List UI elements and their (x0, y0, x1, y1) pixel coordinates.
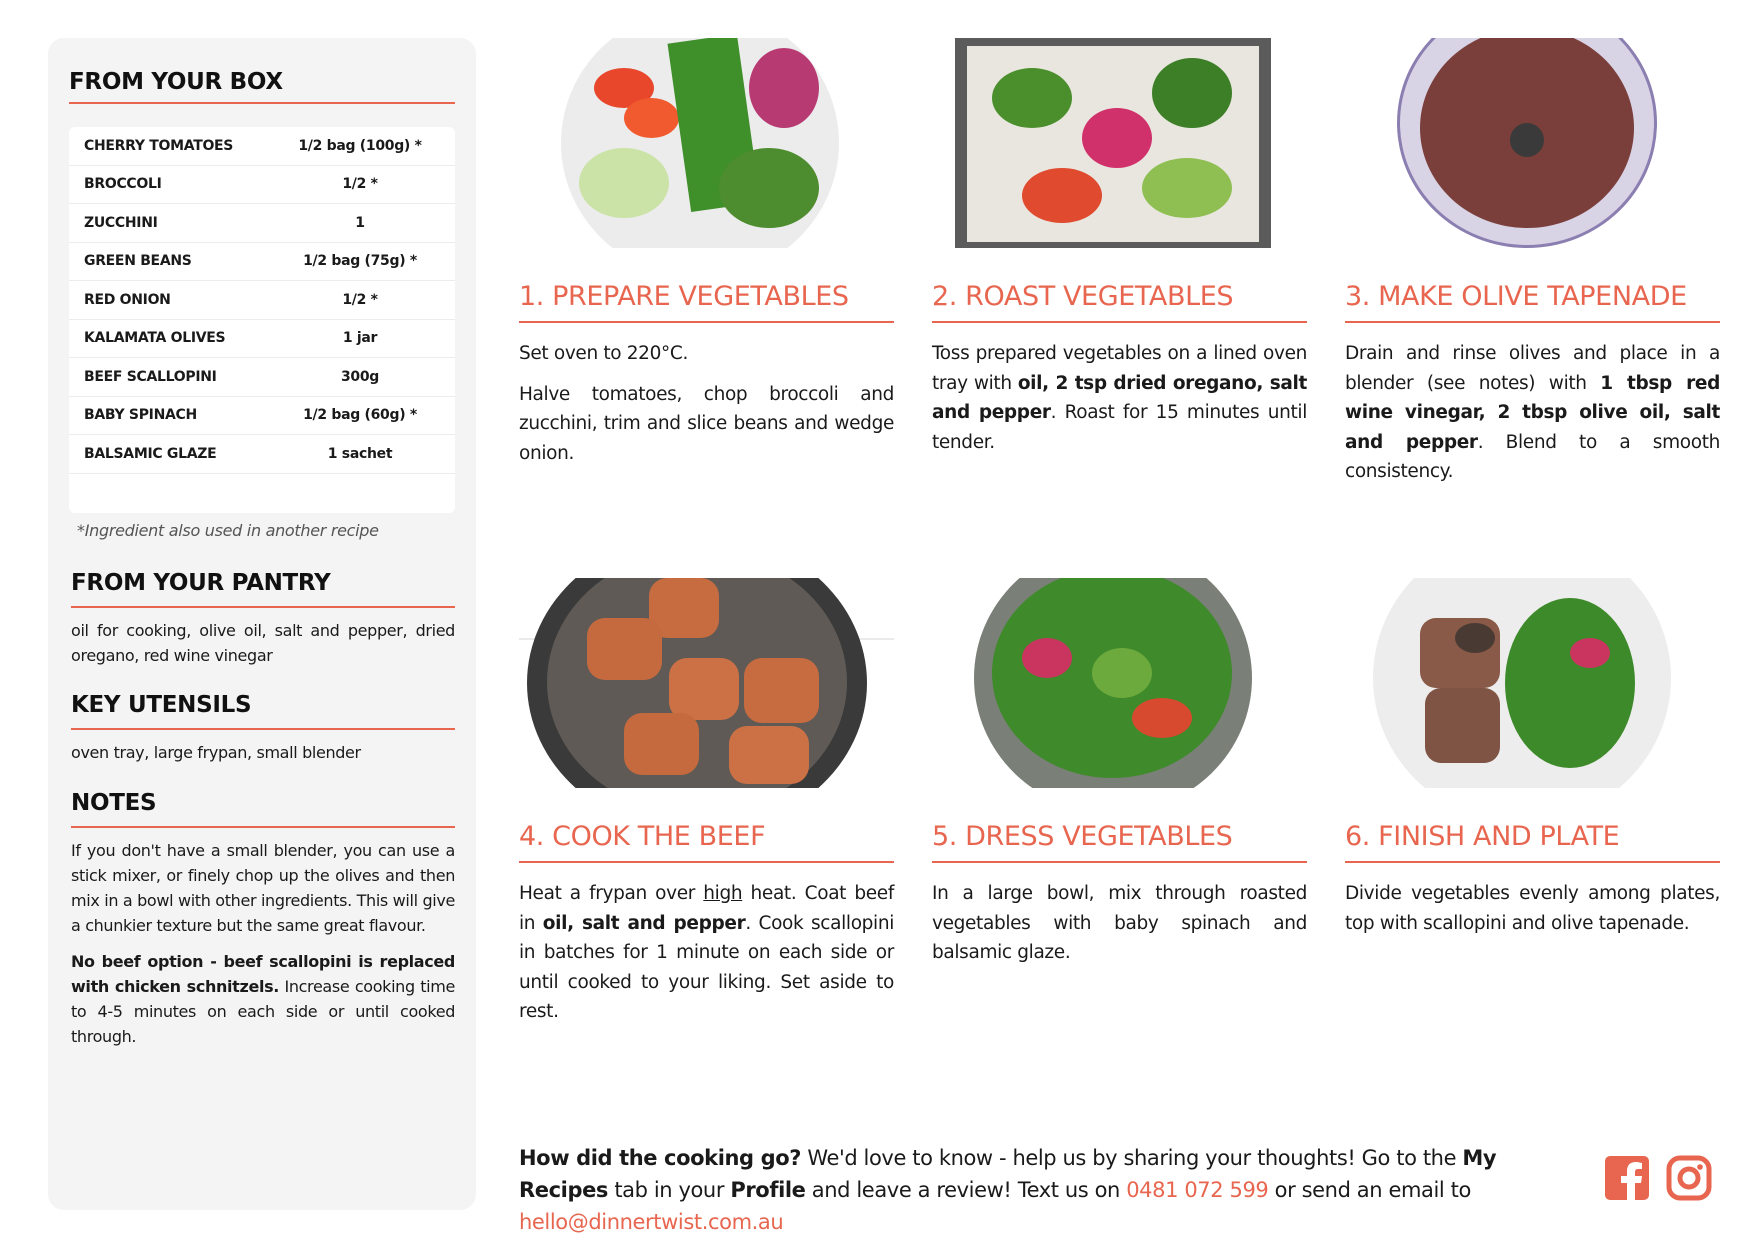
step-photo-cook-beef (519, 578, 894, 788)
bold-text: oil, 2 tsp dried oregano, salt and pepper (932, 372, 1307, 423)
step-title: 1. PREPARE VEGETABLES (519, 281, 849, 312)
blender-blade-image (1510, 123, 1544, 157)
step-title: 5. DRESS VEGETABLES (932, 821, 1233, 852)
ingredient-name: ZUCCHINI (84, 214, 158, 231)
step-text-line: Set oven to 220°C. (519, 343, 689, 364)
step-6 (1345, 578, 1720, 938)
ingredient-qty: 1 (355, 214, 365, 231)
step-text (1345, 879, 1720, 938)
ingredient-footnote: *Ingredient also used in another recipe (77, 521, 379, 540)
notes-section (71, 790, 455, 1049)
broccoli-image (992, 68, 1072, 128)
zucchini-image (579, 148, 669, 218)
step-text-line (1345, 339, 1720, 487)
ingredient-qty: 1 jar (342, 330, 378, 347)
step-title: 6. FINISH AND PLATE (1345, 821, 1620, 852)
utensils-section (71, 692, 455, 765)
spinach-image (1505, 598, 1635, 768)
ingredient-qty: 1/2 bag (75g) * (303, 253, 417, 270)
utensils-text: oven tray, large frypan, small blender (71, 743, 361, 762)
ingredient-table (69, 127, 455, 513)
red-onion-image (749, 48, 819, 128)
footer-bold-text: How did the cooking go? (519, 1146, 802, 1170)
step-text (1345, 339, 1720, 487)
ingredients-sidebar (48, 38, 476, 1210)
footer-text: or send an email to (1268, 1178, 1471, 1202)
notes-text: If you don't have a small blender, you can use a stick mixer, or finely chop up the olives and then mix in a bowl with other ingredients. This will give a chunkier texture but the same great flavour. (71, 841, 455, 935)
bold-text: 1 tbsp red wine vinegar, 2 tbsp olive oil, salt and pepper (1345, 372, 1720, 453)
tomatoes-image (1022, 168, 1102, 223)
step-text (932, 339, 1307, 457)
step-title: 4. COOK THE BEEF (519, 821, 766, 852)
text-span: Toss prepared vegetables on a lined oven tray with (932, 343, 1307, 394)
step-text (519, 339, 894, 468)
step-text-line (932, 339, 1307, 457)
divider (932, 861, 1307, 863)
ingredient-row (69, 358, 455, 397)
footer-text: and leave a review! Text us on (805, 1178, 1127, 1202)
profile-text: Profile (730, 1178, 806, 1202)
text-span: . Roast for 15 minutes until tender. (932, 402, 1307, 453)
step-title: 3. MAKE OLIVE TAPENADE (1345, 281, 1687, 312)
ingredient-name: RED ONION (84, 291, 171, 308)
ingredient-row (69, 243, 455, 282)
pantry-text: oil for cooking, olive oil, salt and pepper, dried oregano, red wine vinegar (71, 621, 455, 665)
step-text-line: Divide vegetables evenly among plates, top with scallopini and olive tapenade. (1345, 883, 1720, 934)
facebook-icon[interactable] (1604, 1155, 1650, 1201)
email-link[interactable]: hello@dinnertwist.com.au (519, 1210, 784, 1234)
step-text (932, 879, 1307, 968)
ingredient-name: BALSAMIC GLAZE (84, 445, 217, 462)
pantry-section (71, 570, 455, 668)
notes-rest-text: Increase cooking time to 4-5 minutes on each side or until cooked through. (71, 977, 455, 1046)
notes-text-beef-option (71, 949, 455, 1049)
ingredient-name: CHERRY TOMATOES (84, 137, 234, 154)
step-photo-roast-vegetables (932, 38, 1307, 248)
divider (1345, 861, 1720, 863)
step-photo-dress-vegetables (932, 578, 1307, 788)
step-3 (1345, 38, 1720, 487)
ingredient-qty: 1/2 bag (100g) * (298, 137, 422, 154)
key-utensils-heading: KEY UTENSILS (71, 692, 252, 718)
broccoli-image (719, 148, 819, 228)
ingredient-row (69, 281, 455, 320)
beef-image (729, 726, 809, 784)
ingredient-row (69, 127, 455, 166)
text-span: . Blend to a smooth consistency. (1345, 431, 1720, 482)
step-5 (932, 578, 1307, 968)
divider (71, 606, 455, 608)
feedback-footer (519, 1142, 1579, 1238)
divider (71, 728, 455, 730)
step-text-line: In a large bowl, mix through roasted vegetables with baby spinach and balsamic glaze. (932, 883, 1307, 963)
beef-image (1425, 688, 1500, 763)
notes-bold-text: No beef option - beef scallopini is replaced with chicken schnitzels. (71, 952, 455, 996)
beef-image (669, 658, 739, 720)
tomatoes-image (1132, 698, 1192, 738)
text-span: . Cook scallopini in batches for 1 minute on each side or until cooked to your liking. Set aside to rest. (519, 912, 895, 1022)
carrot-image (624, 98, 679, 138)
step-title: 2. ROAST VEGETABLES (932, 281, 1234, 312)
ingredient-row (69, 204, 455, 243)
divider (1345, 321, 1720, 323)
beef-image (624, 713, 699, 775)
step-photo-finish-plate (1345, 578, 1720, 788)
text-span: Heat a frypan over (519, 883, 704, 904)
ingredient-qty: 1/2 bag (60g) * (303, 407, 417, 424)
beef-image (744, 658, 819, 723)
ingredient-name: GREEN BEANS (84, 253, 192, 270)
divider (519, 861, 894, 863)
divider (519, 321, 894, 323)
step-1 (519, 38, 894, 468)
step-text-line: Halve tomatoes, chop broccoli and zucchini, trim and slice beans and wedge onion. (519, 383, 894, 464)
divider (69, 102, 455, 104)
step-text (519, 879, 894, 1027)
ingredient-qty: 1 sachet (327, 445, 393, 462)
tapenade-image (1455, 623, 1495, 653)
ingredient-name: BABY SPINACH (84, 407, 197, 424)
divider (71, 826, 455, 828)
ingredient-qty: 1/2 * (342, 176, 378, 193)
ingredient-row (69, 397, 455, 436)
step-4 (519, 578, 894, 1027)
green-beans-image (1152, 58, 1232, 128)
bold-text: oil, salt and pepper (542, 912, 746, 934)
broccoli-image (1092, 648, 1152, 698)
red-onion-image (1022, 638, 1072, 678)
step-photo-olive-tapenade (1345, 38, 1720, 248)
step-2 (932, 38, 1307, 457)
text-span: heat. Coat beef in (519, 883, 894, 934)
underlined-text: high (703, 883, 743, 904)
text-span: Drain and rinse olives and place in a blender (see notes) with (1345, 343, 1720, 394)
ingredient-qty: 1/2 * (342, 291, 378, 308)
footer-text: We'd love to know - help us by sharing your thoughts! Go to the (801, 1146, 1463, 1170)
ingredient-name: BEEF SCALLOPINI (84, 368, 217, 385)
ingredient-name: BROCCOLI (84, 176, 162, 193)
from-your-pantry-heading: FROM YOUR PANTRY (71, 570, 331, 596)
phone-link[interactable]: 0481 072 599 (1126, 1178, 1269, 1202)
footer-text: tab in your (608, 1178, 731, 1202)
ingredient-row (69, 320, 455, 359)
my-recipes-text: My Recipes (519, 1146, 1497, 1202)
red-onion-image (1570, 638, 1610, 668)
zucchini-image (1142, 158, 1232, 218)
ingredient-name: KALAMATA OLIVES (84, 330, 226, 347)
divider (932, 321, 1307, 323)
instagram-icon[interactable] (1666, 1155, 1712, 1201)
ingredient-qty: 300g (340, 368, 380, 385)
step-photo-prepare-vegetables (519, 38, 894, 248)
red-onion-image (1082, 108, 1152, 168)
ingredient-row (69, 166, 455, 205)
step-text-line (519, 879, 894, 1027)
from-your-box-heading: FROM YOUR BOX (69, 69, 283, 95)
notes-heading: NOTES (71, 790, 157, 816)
ingredient-row (69, 435, 455, 474)
beef-image (587, 618, 662, 680)
